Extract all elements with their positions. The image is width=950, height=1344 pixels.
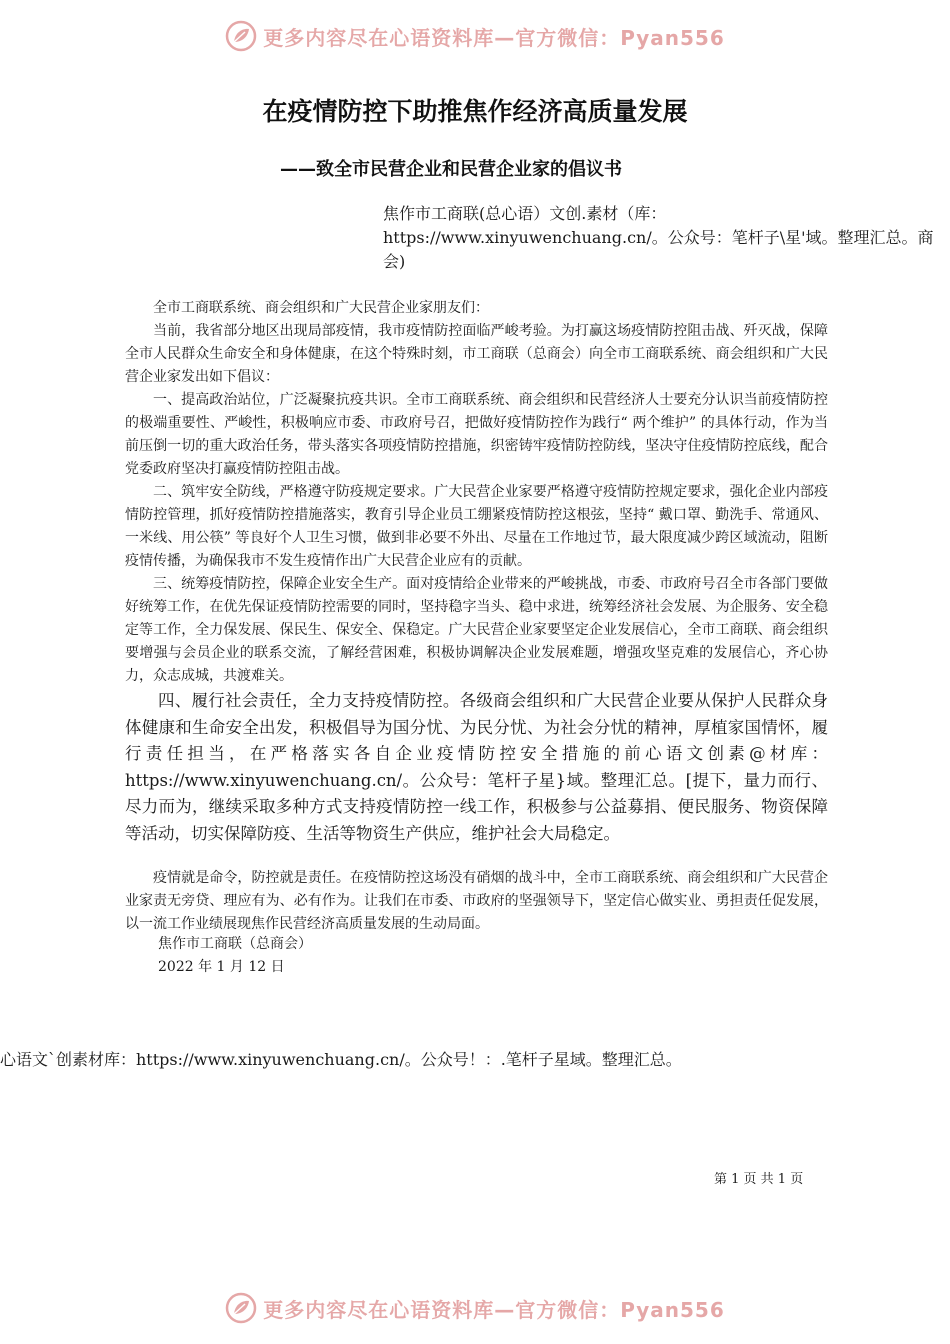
body-paragraph-four: 四、履行社会责任，全力支持疫情防控。各级商会组织和广大民营企业要从保护人民群众身体健康和生命安全出发，积极倡导为国分忧、为民分忧、为社会分忧的精神，厚植家国情怀，履行责任担当，在严格落实各自企业疫情防控安全措施的前心语文创素@材库：https://www.xinyuwenchuang.cn/。公众号：笔杆子星}域。整理汇总。[提下，量力而行、尽力而为，继续采取多种方式支持疫情防控一线工作，积极参与公益募捐、便民服务、物资保障等活动，切实保障防疫、生活等物资生产供应，维护社会大局稳定。 — [125, 691, 828, 843]
body-paragraph-intro: 当前，我省部分地区出现局部疫情，我市疫情防控面临严峻考验。为打赢这场疫情防控阻击战、歼灭战，保障全市人民群众生命安全和身体健康，在这个特殊时刻，市工商联（总商会）向全市工商联系统、商会组织和广大民营企业家发出如下倡议： — [125, 323, 828, 385]
document-title: 在疫情防控下助推焦作经济高质量发展 — [262, 97, 688, 126]
closing-paragraph: 疫情就是命令，防控就是责任。在疫情防控这场没有硝烟的战斗中，全市工商联系统、商会组织和广大民营企业家责无旁贷、理应有为、必有作为。让我们在市委、市政府的坚强领导下，坚定信心做实业、勇担责任促发展，以一流工作业绩展现焦作民营经济高质量发展的生动局面。 — [125, 870, 828, 932]
footer-note: 心语文`创素材库：https://www.xinyuwenchuang.cn/。公众号！：.笔杆子星域。整理汇总。 — [0, 1050, 682, 1069]
top-watermark-banner — [0, 14, 950, 58]
body-paragraph-one: 一、提高政治站位，广泛凝聚抗疫共识。全市工商联系统、商会组织和民营经济人士要充分认识当前疫情防控的极端重要性、严峻性，积极响应市委、市政府号召，把做好疫情防控作为践行“ 两个维护” 的具体行动，作为当前压倒一切的重大政治任务，带头落实各项疫情防控措施，织密铸牢疫情防控防线，坚决守住疫情防控底线，配合党委政府坚决打赢疫情防控阻击战。 — [125, 392, 828, 477]
source-line: 焦作市工商联(总心语）文创.素材（库：https://www.xinyuwenchuang.cn/。公众号：笔杆子\星'域。整理汇总。商会) — [383, 204, 934, 271]
body-paragraph-three: 三、统筹疫情防控，保障企业安全生产。面对疫情给企业带来的严峻挑战，市委、市政府号召全市各部门要做好统筹工作，在优先保证疫情防控需要的同时，坚持稳字当头、稳中求进，统筹经济社会发展、为企服务、安全稳定等工作，全力保发展、保民生、保安全、保稳定。广大民营企业家要坚定企业发展信心，全市工商联、商会组织要增强与会员企业的联系交流，了解经营困难，积极协调解决企业发展难题，增强攻坚克难的发展信心，齐心协力，众志成城，共渡难关。 — [125, 576, 828, 684]
body-section-1 — [125, 297, 828, 688]
leaf-logo-icon — [225, 1292, 257, 1324]
salutation: 全市工商联系统、商会组织和广大民营企业家朋友们： — [153, 300, 489, 316]
signature-date: 2022 年 1 月 12 日 — [158, 959, 285, 975]
page-number: 第 1 页 共 1 页 — [714, 1172, 804, 1187]
banner-text: 更多内容尽在心语资料库—官方微信：Pyan556 — [263, 1297, 725, 1322]
document-subtitle: ——致全市民营企业和民营企业家的倡议书 — [280, 159, 622, 180]
body-paragraph-two: 二、筑牢安全防线，严格遵守防疫规定要求。广大民营企业家要严格遵守疫情防控规定要求，强化企业内部疫情防控管理，抓好疫情防控措施落实，教育引导企业员工绷紧疫情防控这根弦，坚持“ 戴口罩、勤洗手、常通风、一米线、用公筷” 等良好个人卫生习惯，做到非必要不外出、尽量在工作地过节，最大限度减少跨区域流动，阻断疫情传播，为确保我市不发生疫情作出广大民营企业应有的贡献。 — [125, 484, 828, 569]
leaf-logo-icon — [225, 20, 257, 52]
banner-text: 更多内容尽在心语资料库—官方微信：Pyan556 — [263, 25, 725, 50]
bottom-watermark-banner — [0, 1286, 950, 1330]
body-section-3 — [125, 867, 828, 936]
signature-org: 焦作市工商联（总商会） — [158, 936, 312, 952]
body-section-2 — [125, 688, 828, 847]
